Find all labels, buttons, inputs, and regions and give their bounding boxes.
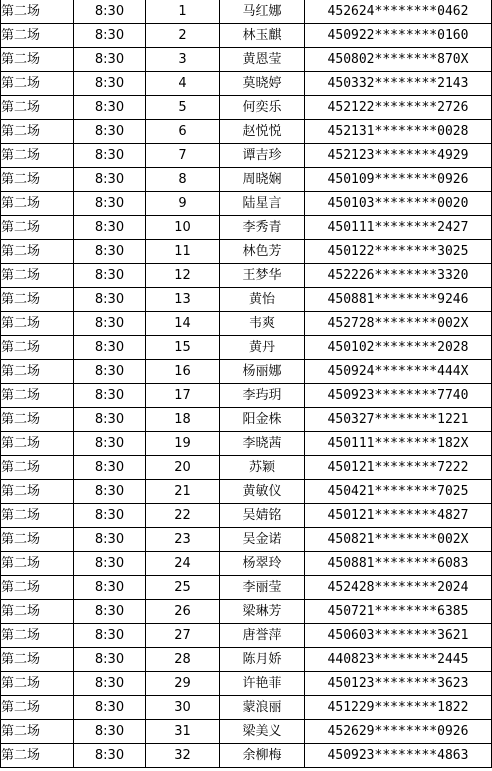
table-row bbox=[1, 168, 492, 192]
seat-number-cell: 16 bbox=[146, 360, 220, 384]
table-row bbox=[1, 144, 492, 168]
time-cell: 8:30 bbox=[74, 120, 146, 144]
table-row bbox=[1, 744, 492, 768]
seat-number-cell: 9 bbox=[146, 192, 220, 216]
table-row bbox=[1, 72, 492, 96]
table-row bbox=[1, 456, 492, 480]
id-number-cell: 452624********0462 bbox=[305, 0, 492, 24]
session-cell: 第二场 bbox=[1, 432, 74, 456]
table-row bbox=[1, 264, 492, 288]
time-cell: 8:30 bbox=[74, 384, 146, 408]
table-row bbox=[1, 240, 492, 264]
session-cell: 第二场 bbox=[1, 648, 74, 672]
candidate-name-cell: 谭吉珍 bbox=[220, 144, 305, 168]
session-cell: 第二场 bbox=[1, 576, 74, 600]
time-cell: 8:30 bbox=[74, 288, 146, 312]
candidate-name-cell: 李晓茜 bbox=[220, 432, 305, 456]
session-cell: 第二场 bbox=[1, 600, 74, 624]
seat-number-cell: 13 bbox=[146, 288, 220, 312]
id-number-cell: 450821********002X bbox=[305, 528, 492, 552]
session-cell: 第二场 bbox=[1, 48, 74, 72]
time-cell: 8:30 bbox=[74, 432, 146, 456]
id-number-cell: 452728********002X bbox=[305, 312, 492, 336]
table-row bbox=[1, 408, 492, 432]
seat-number-cell: 2 bbox=[146, 24, 220, 48]
table-row bbox=[1, 24, 492, 48]
seat-number-cell: 5 bbox=[146, 96, 220, 120]
seat-number-cell: 31 bbox=[146, 720, 220, 744]
id-number-cell: 450922********0160 bbox=[305, 24, 492, 48]
table-row bbox=[1, 336, 492, 360]
session-cell: 第二场 bbox=[1, 0, 74, 24]
seat-number-cell: 4 bbox=[146, 72, 220, 96]
time-cell: 8:30 bbox=[74, 480, 146, 504]
seat-number-cell: 24 bbox=[146, 552, 220, 576]
candidate-name-cell: 李玙玥 bbox=[220, 384, 305, 408]
session-cell: 第二场 bbox=[1, 96, 74, 120]
candidate-name-cell: 梁美义 bbox=[220, 720, 305, 744]
time-cell: 8:30 bbox=[74, 456, 146, 480]
seat-number-cell: 10 bbox=[146, 216, 220, 240]
id-number-cell: 450924********444X bbox=[305, 360, 492, 384]
id-number-cell: 450111********182X bbox=[305, 432, 492, 456]
table-row bbox=[1, 288, 492, 312]
session-cell: 第二场 bbox=[1, 264, 74, 288]
id-number-cell: 450332********2143 bbox=[305, 72, 492, 96]
table-row bbox=[1, 360, 492, 384]
session-cell: 第二场 bbox=[1, 312, 74, 336]
time-cell: 8:30 bbox=[74, 336, 146, 360]
candidate-name-cell: 余柳梅 bbox=[220, 744, 305, 768]
id-number-cell: 450122********3025 bbox=[305, 240, 492, 264]
id-number-cell: 450102********2028 bbox=[305, 336, 492, 360]
candidate-name-cell: 黄敏仪 bbox=[220, 480, 305, 504]
candidate-name-cell: 阳金株 bbox=[220, 408, 305, 432]
seat-number-cell: 30 bbox=[146, 696, 220, 720]
session-cell: 第二场 bbox=[1, 240, 74, 264]
table-row bbox=[1, 624, 492, 648]
id-number-cell: 450603********3621 bbox=[305, 624, 492, 648]
table-row bbox=[1, 48, 492, 72]
time-cell: 8:30 bbox=[74, 744, 146, 768]
session-cell: 第二场 bbox=[1, 744, 74, 768]
id-number-cell: 450923********7740 bbox=[305, 384, 492, 408]
session-cell: 第二场 bbox=[1, 528, 74, 552]
table-row bbox=[1, 552, 492, 576]
id-number-cell: 450881********6083 bbox=[305, 552, 492, 576]
candidate-name-cell: 何奕乐 bbox=[220, 96, 305, 120]
seat-number-cell: 15 bbox=[146, 336, 220, 360]
table-row bbox=[1, 576, 492, 600]
id-number-cell: 452122********2726 bbox=[305, 96, 492, 120]
session-cell: 第二场 bbox=[1, 72, 74, 96]
seat-number-cell: 14 bbox=[146, 312, 220, 336]
table-row bbox=[1, 312, 492, 336]
candidate-name-cell: 许艳菲 bbox=[220, 672, 305, 696]
candidate-name-cell: 杨丽娜 bbox=[220, 360, 305, 384]
candidate-name-cell: 韦爽 bbox=[220, 312, 305, 336]
table-row bbox=[1, 600, 492, 624]
session-cell: 第二场 bbox=[1, 480, 74, 504]
seat-number-cell: 1 bbox=[146, 0, 220, 24]
table-row bbox=[1, 120, 492, 144]
time-cell: 8:30 bbox=[74, 552, 146, 576]
seat-number-cell: 29 bbox=[146, 672, 220, 696]
candidate-name-cell: 黄丹 bbox=[220, 336, 305, 360]
table-row bbox=[1, 720, 492, 744]
time-cell: 8:30 bbox=[74, 264, 146, 288]
time-cell: 8:30 bbox=[74, 192, 146, 216]
time-cell: 8:30 bbox=[74, 168, 146, 192]
seat-number-cell: 18 bbox=[146, 408, 220, 432]
time-cell: 8:30 bbox=[74, 696, 146, 720]
candidate-name-cell: 陆星言 bbox=[220, 192, 305, 216]
seat-number-cell: 23 bbox=[146, 528, 220, 552]
id-number-cell: 452123********4929 bbox=[305, 144, 492, 168]
session-cell: 第二场 bbox=[1, 720, 74, 744]
time-cell: 8:30 bbox=[74, 720, 146, 744]
session-cell: 第二场 bbox=[1, 120, 74, 144]
time-cell: 8:30 bbox=[74, 648, 146, 672]
time-cell: 8:30 bbox=[74, 96, 146, 120]
candidate-name-cell: 吴金诺 bbox=[220, 528, 305, 552]
seat-number-cell: 21 bbox=[146, 480, 220, 504]
session-cell: 第二场 bbox=[1, 360, 74, 384]
table-row bbox=[1, 432, 492, 456]
id-number-cell: 450923********4863 bbox=[305, 744, 492, 768]
seat-number-cell: 20 bbox=[146, 456, 220, 480]
time-cell: 8:30 bbox=[74, 408, 146, 432]
table-row bbox=[1, 96, 492, 120]
candidate-name-cell: 苏颖 bbox=[220, 456, 305, 480]
candidate-name-cell: 黄恩莹 bbox=[220, 48, 305, 72]
candidate-name-cell: 蒙浪丽 bbox=[220, 696, 305, 720]
candidate-name-cell: 吴婧铭 bbox=[220, 504, 305, 528]
id-number-cell: 450103********0020 bbox=[305, 192, 492, 216]
time-cell: 8:30 bbox=[74, 72, 146, 96]
session-cell: 第二场 bbox=[1, 456, 74, 480]
session-cell: 第二场 bbox=[1, 696, 74, 720]
id-number-cell: 450121********7222 bbox=[305, 456, 492, 480]
seat-number-cell: 17 bbox=[146, 384, 220, 408]
id-number-cell: 450721********6385 bbox=[305, 600, 492, 624]
seat-number-cell: 22 bbox=[146, 504, 220, 528]
candidate-name-cell: 黄怡 bbox=[220, 288, 305, 312]
time-cell: 8:30 bbox=[74, 360, 146, 384]
id-number-cell: 452428********2024 bbox=[305, 576, 492, 600]
time-cell: 8:30 bbox=[74, 312, 146, 336]
id-number-cell: 452131********0028 bbox=[305, 120, 492, 144]
id-number-cell: 440823********2445 bbox=[305, 648, 492, 672]
seat-number-cell: 26 bbox=[146, 600, 220, 624]
table-row bbox=[1, 0, 492, 24]
id-number-cell: 450421********7025 bbox=[305, 480, 492, 504]
candidate-name-cell: 王梦华 bbox=[220, 264, 305, 288]
seat-number-cell: 6 bbox=[146, 120, 220, 144]
time-cell: 8:30 bbox=[74, 600, 146, 624]
candidate-name-cell: 李丽莹 bbox=[220, 576, 305, 600]
time-cell: 8:30 bbox=[74, 528, 146, 552]
table-row bbox=[1, 480, 492, 504]
candidate-name-cell: 赵悦悦 bbox=[220, 120, 305, 144]
session-cell: 第二场 bbox=[1, 216, 74, 240]
session-cell: 第二场 bbox=[1, 192, 74, 216]
time-cell: 8:30 bbox=[74, 672, 146, 696]
seat-number-cell: 28 bbox=[146, 648, 220, 672]
table-row bbox=[1, 192, 492, 216]
table-row bbox=[1, 672, 492, 696]
candidate-name-cell: 林色芳 bbox=[220, 240, 305, 264]
id-number-cell: 450327********1221 bbox=[305, 408, 492, 432]
session-cell: 第二场 bbox=[1, 336, 74, 360]
table-row bbox=[1, 696, 492, 720]
table-row bbox=[1, 504, 492, 528]
time-cell: 8:30 bbox=[74, 216, 146, 240]
session-cell: 第二场 bbox=[1, 144, 74, 168]
session-cell: 第二场 bbox=[1, 168, 74, 192]
session-cell: 第二场 bbox=[1, 384, 74, 408]
candidate-name-cell: 李秀青 bbox=[220, 216, 305, 240]
id-number-cell: 450121********4827 bbox=[305, 504, 492, 528]
session-cell: 第二场 bbox=[1, 24, 74, 48]
candidate-name-cell: 周晓娴 bbox=[220, 168, 305, 192]
id-number-cell: 450802********870X bbox=[305, 48, 492, 72]
time-cell: 8:30 bbox=[74, 24, 146, 48]
table-row bbox=[1, 648, 492, 672]
seat-number-cell: 12 bbox=[146, 264, 220, 288]
table-row bbox=[1, 384, 492, 408]
candidate-table-body bbox=[1, 0, 492, 768]
session-cell: 第二场 bbox=[1, 408, 74, 432]
time-cell: 8:30 bbox=[74, 504, 146, 528]
session-cell: 第二场 bbox=[1, 504, 74, 528]
id-number-cell: 451229********1822 bbox=[305, 696, 492, 720]
table-row bbox=[1, 528, 492, 552]
time-cell: 8:30 bbox=[74, 144, 146, 168]
candidate-name-cell: 杨翠玲 bbox=[220, 552, 305, 576]
time-cell: 8:30 bbox=[74, 0, 146, 24]
session-cell: 第二场 bbox=[1, 672, 74, 696]
seat-number-cell: 19 bbox=[146, 432, 220, 456]
id-number-cell: 450123********3623 bbox=[305, 672, 492, 696]
id-number-cell: 450881********9246 bbox=[305, 288, 492, 312]
time-cell: 8:30 bbox=[74, 48, 146, 72]
table-row bbox=[1, 216, 492, 240]
candidate-name-cell: 梁琳芳 bbox=[220, 600, 305, 624]
id-number-cell: 450109********0926 bbox=[305, 168, 492, 192]
candidate-name-cell: 莫晓婷 bbox=[220, 72, 305, 96]
candidate-name-cell: 林玉麒 bbox=[220, 24, 305, 48]
seat-number-cell: 32 bbox=[146, 744, 220, 768]
time-cell: 8:30 bbox=[74, 240, 146, 264]
candidate-name-cell: 唐誉萍 bbox=[220, 624, 305, 648]
session-cell: 第二场 bbox=[1, 624, 74, 648]
id-number-cell: 452226********3320 bbox=[305, 264, 492, 288]
seat-number-cell: 7 bbox=[146, 144, 220, 168]
candidate-name-cell: 马红娜 bbox=[220, 0, 305, 24]
seat-number-cell: 27 bbox=[146, 624, 220, 648]
session-cell: 第二场 bbox=[1, 552, 74, 576]
seat-number-cell: 3 bbox=[146, 48, 220, 72]
seat-number-cell: 11 bbox=[146, 240, 220, 264]
id-number-cell: 452629********0926 bbox=[305, 720, 492, 744]
id-number-cell: 450111********2427 bbox=[305, 216, 492, 240]
session-cell: 第二场 bbox=[1, 288, 74, 312]
time-cell: 8:30 bbox=[74, 576, 146, 600]
time-cell: 8:30 bbox=[74, 624, 146, 648]
seat-number-cell: 8 bbox=[146, 168, 220, 192]
seat-number-cell: 25 bbox=[146, 576, 220, 600]
candidate-name-cell: 陈月娇 bbox=[220, 648, 305, 672]
